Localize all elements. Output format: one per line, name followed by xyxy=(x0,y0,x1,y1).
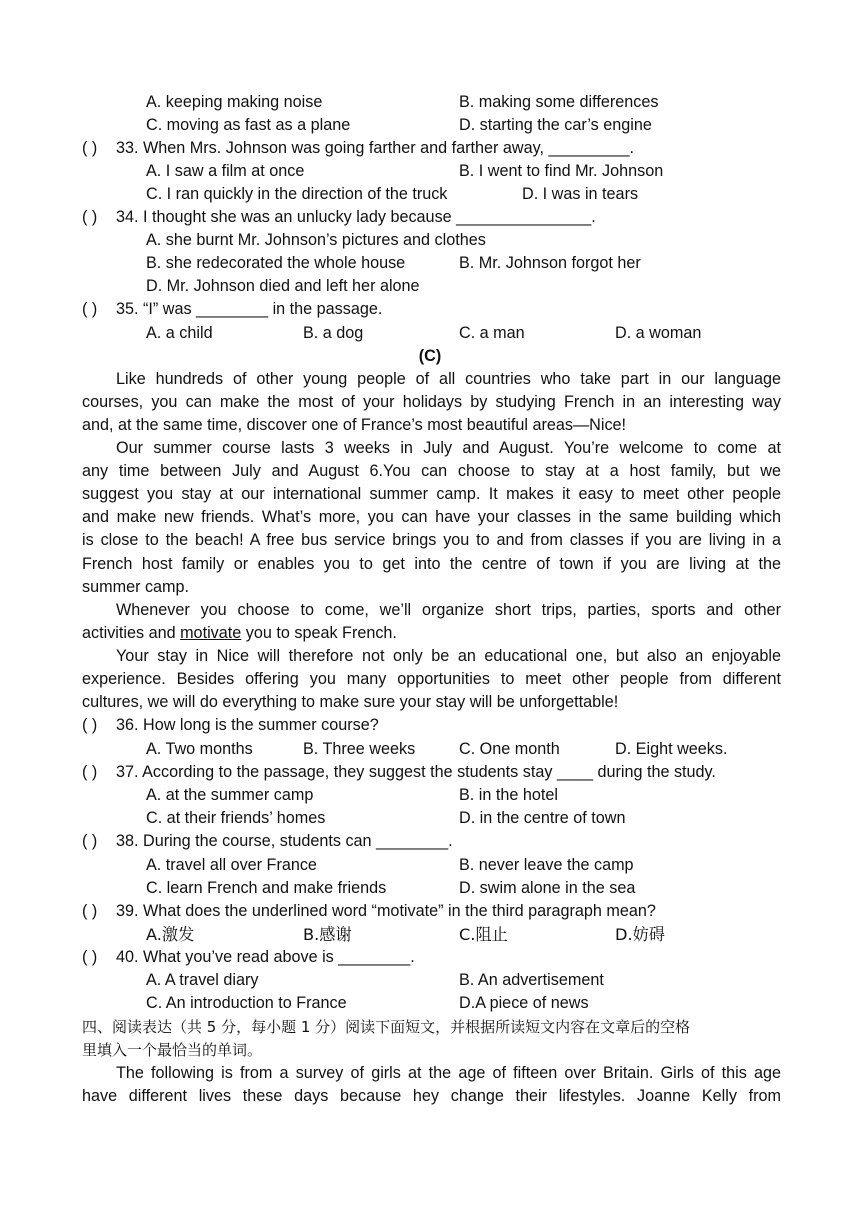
q38-stem: 38. During the course, students can ________. xyxy=(116,832,453,850)
q36-option-d: D. Eight weeks. xyxy=(615,740,728,758)
q40-option-d: D.A piece of news xyxy=(459,994,589,1012)
q34-option-d: D. Mr. Johnson died and left her alone xyxy=(146,277,420,295)
passage-p4-line1: Your stay in Nice will therefore not only be an educational one, but also an enjoyable xyxy=(116,647,781,665)
section4-p1-line1: The following is from a survey of girls at the age of fifteen over Britain. Girls of this age xyxy=(116,1064,781,1082)
q39-stem: 39. What does the underlined word “motivate” in the third paragraph mean? xyxy=(116,902,656,920)
section4-p1-line2: have different lives these days because hey change their lifestyles. Joanne Kelly from xyxy=(82,1087,781,1105)
passage-p3-line2-post: you to speak French. xyxy=(241,624,397,642)
q40-option-c: C. An introduction to France xyxy=(146,994,347,1012)
q40-stem: 40. What you’ve read above is ________. xyxy=(116,948,415,966)
q33-stem: 33. When Mrs. Johnson was going farther and farther away, _________. xyxy=(116,139,635,157)
passage-p2-line3: suggest you stay at our international summer camp. It makes it easy to meet other people xyxy=(82,485,781,503)
q36-option-c: C. One month xyxy=(459,740,560,758)
q34-option-c: B. Mr. Johnson forgot her xyxy=(459,254,641,272)
q33-bracket: ( ) xyxy=(82,139,98,157)
passage-p2-line6: French host family or enables you to get into the centre of town if you are living at the xyxy=(82,555,781,573)
passage-p1-line2: courses, you can make the most of your holidays by studying French in an interesting way xyxy=(82,393,781,411)
q40-option-b: B. An advertisement xyxy=(459,971,604,989)
q35-stem: 35. “I” was ________ in the passage. xyxy=(116,300,383,318)
q33-option-b: B. I went to find Mr. Johnson xyxy=(459,162,664,180)
q34-bracket: ( ) xyxy=(82,208,98,226)
passage-p2-line2: any time between July and August 6.You can choose to stay at a host family, but we xyxy=(82,462,781,480)
q34-option-a: A. she burnt Mr. Johnson’s pictures and clothes xyxy=(146,231,486,249)
underlined-word-motivate: motivate xyxy=(180,624,242,642)
q37-stem: 37. According to the passage, they suggest the students stay ____ during the study. xyxy=(116,763,716,781)
q33-option-a: A. I saw a film at once xyxy=(146,162,305,180)
q37-option-a: A. at the summer camp xyxy=(146,786,314,804)
q33-option-c: C. I ran quickly in the direction of the truck xyxy=(146,185,448,203)
passage-p2-line4: and make new friends. What’s more, you can have your classes in the same building which xyxy=(82,508,781,526)
passage-p4-line2: experience. Besides offering you many opportunities to meet other people from different xyxy=(82,670,781,688)
q38-option-c: C. learn French and make friends xyxy=(146,879,387,897)
passage-p2-line7: summer camp. xyxy=(82,578,190,596)
q40-bracket: ( ) xyxy=(82,948,98,966)
q36-stem: 36. How long is the summer course? xyxy=(116,716,379,734)
q37-option-c: C. at their friends’ homes xyxy=(146,809,326,827)
q39-option-c: C.阻止 xyxy=(459,925,508,944)
q39-option-b: B.感谢 xyxy=(303,925,352,944)
q35-option-b: B. a dog xyxy=(303,324,364,342)
passage-p3-line1: Whenever you choose to come, we’ll organize short trips, parties, sports and other xyxy=(116,601,781,619)
section-c-heading: (C) xyxy=(418,347,442,365)
q37-bracket: ( ) xyxy=(82,763,98,781)
q38-option-a: A. travel all over France xyxy=(146,856,317,874)
passage-p3-line2-pre: activities and xyxy=(82,624,181,642)
section4-instruction-line1: 四、阅读表达（共 5 分，每小题 1 分）阅读下面短文，并根据所读短文内容在文章后的空格 xyxy=(82,1018,691,1036)
q34-stem: 34. I thought she was an unlucky lady because _______________. xyxy=(116,208,596,226)
q37-option-b: B. in the hotel xyxy=(459,786,558,804)
q38-bracket: ( ) xyxy=(82,832,98,850)
q36-bracket: ( ) xyxy=(82,716,98,734)
passage-p4-line3: cultures, we will do everything to make sure your stay will be unforgettable! xyxy=(82,693,619,711)
q34-option-b: B. she redecorated the whole house xyxy=(146,254,406,272)
q36-option-b: B. Three weeks xyxy=(303,740,416,758)
passage-p3-line2 xyxy=(82,622,397,645)
q38-option-d: D. swim alone in the sea xyxy=(459,879,636,897)
q35-option-d: D. a woman xyxy=(615,324,702,342)
passage-p1-line1: Like hundreds of other young people of all countries who take part in our language xyxy=(116,370,781,388)
q40-option-a: A. A travel diary xyxy=(146,971,259,989)
q39-option-a: A.激发 xyxy=(146,925,195,944)
q39-option-d: D.妨碍 xyxy=(615,925,665,944)
q35-option-c: C. a man xyxy=(459,324,525,342)
q38-option-b: B. never leave the camp xyxy=(459,856,634,874)
q32-option-b: B. making some differences xyxy=(459,93,659,111)
q32-option-d: D. starting the car’s engine xyxy=(459,116,652,134)
q36-option-a: A. Two months xyxy=(146,740,253,758)
q37-option-d: D. in the centre of town xyxy=(459,809,626,827)
q33-option-d: D. I was in tears xyxy=(522,185,639,203)
passage-p1-line3: and, at the same time, discover one of France’s most beautiful areas—Nice! xyxy=(82,416,627,434)
passage-p2-line1: Our summer course lasts 3 weeks in July and August. You’re welcome to come at xyxy=(116,439,781,457)
q35-option-a: A. a child xyxy=(146,324,213,342)
q32-option-a: A. keeping making noise xyxy=(146,93,323,111)
q35-bracket: ( ) xyxy=(82,300,98,318)
passage-p2-line5: is close to the beach! A free bus service brings you to and from classes if you are living in a xyxy=(82,531,781,549)
section4-instruction-line2: 里填入一个最恰当的单词。 xyxy=(82,1041,263,1059)
q39-bracket: ( ) xyxy=(82,902,98,920)
q32-option-c: C. moving as fast as a plane xyxy=(146,116,351,134)
